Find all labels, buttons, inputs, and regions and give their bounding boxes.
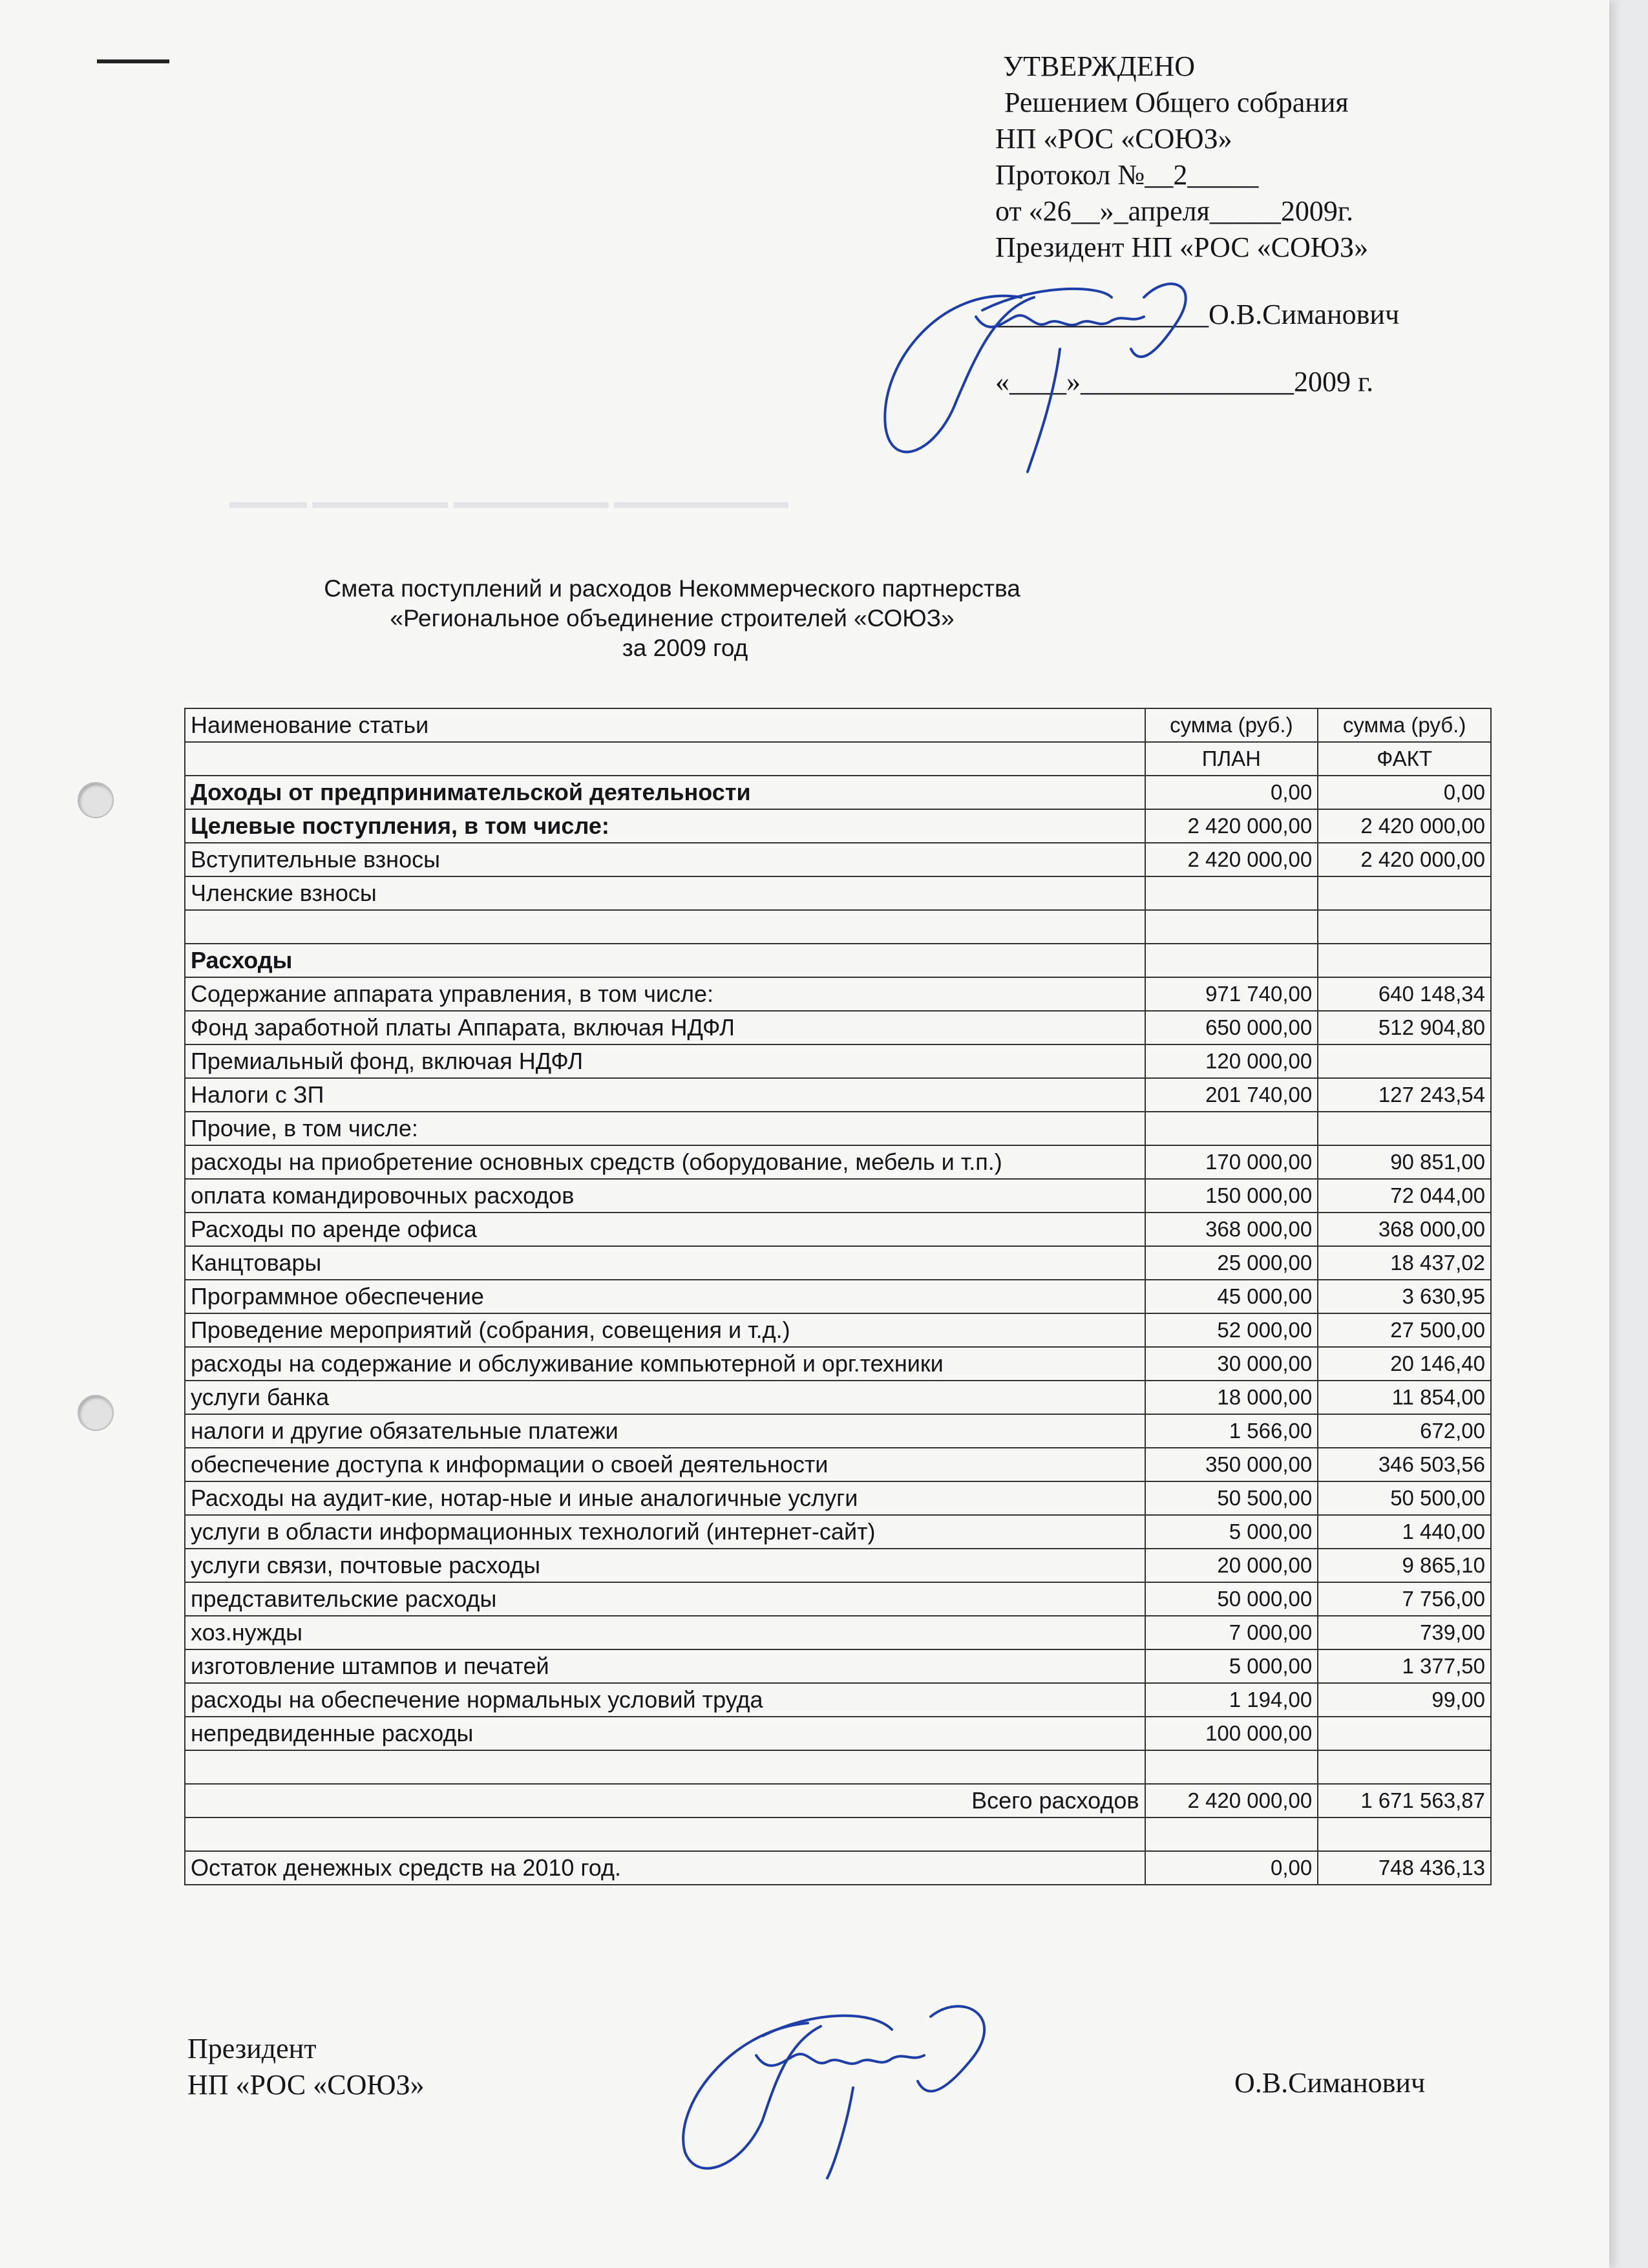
table-row xyxy=(185,1448,1491,1481)
remainder-label: Остаток денежных средств на 2010 год. xyxy=(185,1851,1145,1885)
row-plan-cell: 971 740,00 xyxy=(1145,977,1318,1011)
footer-title-line-2: НП «РОС «СОЮЗ» xyxy=(187,2069,425,2101)
row-fact-cell: 368 000,00 xyxy=(1318,1213,1491,1246)
row-name-cell: Прочие, в том числе: xyxy=(185,1112,1145,1145)
spacer-row-plan xyxy=(1145,1818,1318,1851)
row-plan-cell: 368 000,00 xyxy=(1145,1213,1318,1246)
row-name-cell: Проведение мероприятий (собрания, совещения и т.д.) xyxy=(185,1313,1145,1347)
table-row xyxy=(185,1246,1491,1280)
row-name-cell: Расходы на аудит-кие, нотар-ные и иные аналогичные услуги xyxy=(185,1481,1145,1515)
row-name-cell: представительские расходы xyxy=(185,1582,1145,1616)
row-plan-cell xyxy=(1145,876,1318,910)
row-plan-cell: 650 000,00 xyxy=(1145,1011,1318,1044)
row-name-cell: Содержание аппарата управления, в том числе: xyxy=(185,977,1145,1011)
spacer-cell xyxy=(185,1818,1145,1851)
row-name-cell: услуги связи, почтовые расходы xyxy=(185,1549,1145,1582)
table-row xyxy=(185,1179,1491,1213)
table-row xyxy=(185,1549,1491,1582)
row-name-cell: Целевые поступления, в том числе: xyxy=(185,809,1145,843)
row-fact-cell: 90 851,00 xyxy=(1318,1145,1491,1179)
table-row xyxy=(185,1582,1491,1616)
table-row xyxy=(185,776,1491,809)
header-row xyxy=(185,708,1491,742)
row-name-cell: Канцтовары xyxy=(185,1246,1145,1280)
row-plan-cell: 45 000,00 xyxy=(1145,1280,1318,1313)
approval-president: Президент НП «РОС «СОЮЗ» xyxy=(995,231,1369,263)
row-fact-cell: 1 440,00 xyxy=(1318,1515,1491,1549)
row-name-cell: Фонд заработной платы Аппарата, включая НДФЛ xyxy=(185,1011,1145,1044)
approval-heading: УТВЕРЖДЕНО xyxy=(1003,50,1196,82)
table-row xyxy=(185,910,1491,944)
footer-title xyxy=(187,2031,425,2103)
row-name-cell: услуги банка xyxy=(185,1381,1145,1414)
row-plan-cell: 150 000,00 xyxy=(1145,1179,1318,1213)
row-fact-cell xyxy=(1318,1750,1491,1784)
row-name-cell: Членские взносы xyxy=(185,876,1145,910)
header-plan: ПЛАН xyxy=(1145,742,1318,776)
row-plan-cell: 7 000,00 xyxy=(1145,1616,1318,1649)
row-name-cell: хоз.нужды xyxy=(185,1616,1145,1649)
table-row xyxy=(185,1649,1491,1683)
footer-signer: О.В.Симанович xyxy=(1234,2067,1426,2099)
table-row xyxy=(185,1011,1491,1044)
approval-decision: Решением Общего собрания xyxy=(1004,87,1349,118)
title-line-1: Смета поступлений и расходов Некоммерческого партнерства xyxy=(324,575,1020,602)
row-plan-cell: 20 000,00 xyxy=(1145,1549,1318,1582)
row-fact-cell: 640 148,34 xyxy=(1318,977,1491,1011)
row-plan-cell: 50 500,00 xyxy=(1145,1481,1318,1515)
table-row xyxy=(185,944,1491,977)
table-row xyxy=(185,1078,1491,1112)
row-plan-cell: 170 000,00 xyxy=(1145,1145,1318,1179)
row-fact-cell: 672,00 xyxy=(1318,1414,1491,1448)
table-row xyxy=(185,1044,1491,1078)
row-name-cell: обеспечение доступа к информации о своей деятельности xyxy=(185,1448,1145,1481)
row-fact-cell: 2 420 000,00 xyxy=(1318,843,1491,876)
row-fact-cell xyxy=(1318,1044,1491,1078)
table-row xyxy=(185,1414,1491,1448)
spacer-row xyxy=(185,1818,1491,1851)
edge-mark xyxy=(97,59,169,63)
header-sum-fact: сумма (руб.) xyxy=(1318,708,1491,742)
table-row xyxy=(185,1381,1491,1414)
punch-hole-top xyxy=(78,782,114,818)
row-fact-cell: 20 146,40 xyxy=(1318,1347,1491,1381)
row-fact-cell xyxy=(1318,1112,1491,1145)
total-row xyxy=(185,1784,1491,1818)
document-title xyxy=(187,574,1157,663)
row-name-cell xyxy=(185,1750,1145,1784)
row-plan-cell: 30 000,00 xyxy=(1145,1347,1318,1381)
total-row-fact: 1 671 563,87 xyxy=(1318,1784,1491,1818)
table-row xyxy=(185,1515,1491,1549)
table-row xyxy=(185,1683,1491,1717)
table-row xyxy=(185,1347,1491,1381)
table-row xyxy=(185,1112,1491,1145)
row-name-cell: изготовление штампов и печатей xyxy=(185,1649,1145,1683)
table-row xyxy=(185,1481,1491,1515)
total-label: Всего расходов xyxy=(185,1784,1145,1818)
row-fact-cell: 512 904,80 xyxy=(1318,1011,1491,1044)
row-fact-cell: 0,00 xyxy=(1318,776,1491,809)
row-name-cell: услуги в области информационных технологий (интернет-сайт) xyxy=(185,1515,1145,1549)
row-fact-cell: 739,00 xyxy=(1318,1616,1491,1649)
remainder-row-plan: 0,00 xyxy=(1145,1851,1318,1885)
row-plan-cell: 100 000,00 xyxy=(1145,1717,1318,1750)
table-row xyxy=(185,809,1491,843)
budget-table xyxy=(184,708,1492,1885)
show-through-text: ▬▬▬▬ ▬▬▬▬▬▬▬ ▬▬▬▬▬▬▬▬ ▬▬▬▬▬▬▬▬▬ xyxy=(229,491,789,513)
row-fact-cell: 27 500,00 xyxy=(1318,1313,1491,1347)
table-row xyxy=(185,977,1491,1011)
row-fact-cell: 72 044,00 xyxy=(1318,1179,1491,1213)
row-plan-cell: 120 000,00 xyxy=(1145,1044,1318,1078)
row-name-cell: Премиальный фонд, включая НДФЛ xyxy=(185,1044,1145,1078)
row-name-cell: оплата командировочных расходов xyxy=(185,1179,1145,1213)
table-row xyxy=(185,1717,1491,1750)
row-fact-cell: 9 865,10 xyxy=(1318,1549,1491,1582)
row-plan-cell: 18 000,00 xyxy=(1145,1381,1318,1414)
header-row-2 xyxy=(185,742,1491,776)
row-fact-cell: 2 420 000,00 xyxy=(1318,809,1491,843)
row-plan-cell: 201 740,00 xyxy=(1145,1078,1318,1112)
row-plan-cell: 1 194,00 xyxy=(1145,1683,1318,1717)
row-plan-cell: 2 420 000,00 xyxy=(1145,809,1318,843)
row-name-cell: Вступительные взносы xyxy=(185,843,1145,876)
row-name-cell: Расходы по аренде офиса xyxy=(185,1213,1145,1246)
row-name-cell: расходы на приобретение основных средств (оборудование, мебель и т.п.) xyxy=(185,1145,1145,1179)
table-row xyxy=(185,1750,1491,1784)
row-name-cell xyxy=(185,910,1145,944)
row-plan-cell: 5 000,00 xyxy=(1145,1515,1318,1549)
row-plan-cell xyxy=(1145,1750,1318,1784)
row-fact-cell: 50 500,00 xyxy=(1318,1481,1491,1515)
row-plan-cell: 5 000,00 xyxy=(1145,1649,1318,1683)
row-fact-cell xyxy=(1318,1717,1491,1750)
approval-org: НП «РОС «СОЮЗ» xyxy=(995,123,1232,154)
row-name-cell: Доходы от предпринимательской деятельности xyxy=(185,776,1145,809)
signature-top xyxy=(866,259,1228,478)
row-fact-cell xyxy=(1318,910,1491,944)
row-name-cell: налоги и другие обязательные платежи xyxy=(185,1414,1145,1448)
row-name-cell: Расходы xyxy=(185,944,1145,977)
table-row xyxy=(185,1145,1491,1179)
row-plan-cell: 1 566,00 xyxy=(1145,1414,1318,1448)
row-fact-cell: 346 503,56 xyxy=(1318,1448,1491,1481)
row-fact-cell: 7 756,00 xyxy=(1318,1582,1491,1616)
title-line-3: за 2009 год xyxy=(622,635,748,661)
row-fact-cell xyxy=(1318,944,1491,977)
remainder-row-fact: 748 436,13 xyxy=(1318,1851,1491,1885)
approval-protocol: Протокол №__2_____ xyxy=(995,159,1259,191)
table-row xyxy=(185,1280,1491,1313)
spacer-row-fact xyxy=(1318,1818,1491,1851)
header-sum-plan: сумма (руб.) xyxy=(1145,708,1318,742)
row-name-cell: расходы на обеспечение нормальных условий труда xyxy=(185,1683,1145,1717)
row-name-cell: Налоги с ЗП xyxy=(185,1078,1145,1112)
approval-signature-line: _______________О.В.Симанович xyxy=(995,299,1400,330)
row-fact-cell: 127 243,54 xyxy=(1318,1078,1491,1112)
row-fact-cell: 18 437,02 xyxy=(1318,1246,1491,1280)
row-plan-cell: 52 000,00 xyxy=(1145,1313,1318,1347)
approval-date: от «26__»_апреля_____2009г. xyxy=(995,195,1353,227)
row-plan-cell: 2 420 000,00 xyxy=(1145,843,1318,876)
row-fact-cell: 3 630,95 xyxy=(1318,1280,1491,1313)
punch-hole-bottom xyxy=(78,1395,114,1431)
row-name-cell: Программное обеспечение xyxy=(185,1280,1145,1313)
total-row-plan: 2 420 000,00 xyxy=(1145,1784,1318,1818)
row-fact-cell xyxy=(1318,876,1491,910)
signature-bottom xyxy=(659,1991,1047,2185)
header-name: Наименование статьи xyxy=(185,708,1145,742)
table-row xyxy=(185,1213,1491,1246)
row-fact-cell: 99,00 xyxy=(1318,1683,1491,1717)
table-row xyxy=(185,843,1491,876)
row-plan-cell: 25 000,00 xyxy=(1145,1246,1318,1280)
header-fact: ФАКТ xyxy=(1318,742,1491,776)
table-row xyxy=(185,1313,1491,1347)
row-plan-cell xyxy=(1145,1112,1318,1145)
row-fact-cell: 11 854,00 xyxy=(1318,1381,1491,1414)
row-plan-cell xyxy=(1145,944,1318,977)
row-plan-cell: 0,00 xyxy=(1145,776,1318,809)
row-plan-cell: 350 000,00 xyxy=(1145,1448,1318,1481)
row-plan-cell: 50 000,00 xyxy=(1145,1582,1318,1616)
row-fact-cell: 1 377,50 xyxy=(1318,1649,1491,1683)
header-empty xyxy=(185,742,1145,776)
table-row xyxy=(185,1616,1491,1649)
row-name-cell: расходы на содержание и обслуживание компьютерной и орг.техники xyxy=(185,1347,1145,1381)
title-line-2: «Региональное объединение строителей «СОЮЗ» xyxy=(390,605,955,631)
footer-title-line-1: Президент xyxy=(187,2033,317,2064)
table-row xyxy=(185,876,1491,910)
approval-sign-date: «____»_______________2009 г. xyxy=(995,366,1374,397)
row-plan-cell xyxy=(1145,910,1318,944)
remainder-row xyxy=(185,1851,1491,1885)
row-name-cell: непредвиденные расходы xyxy=(185,1717,1145,1750)
